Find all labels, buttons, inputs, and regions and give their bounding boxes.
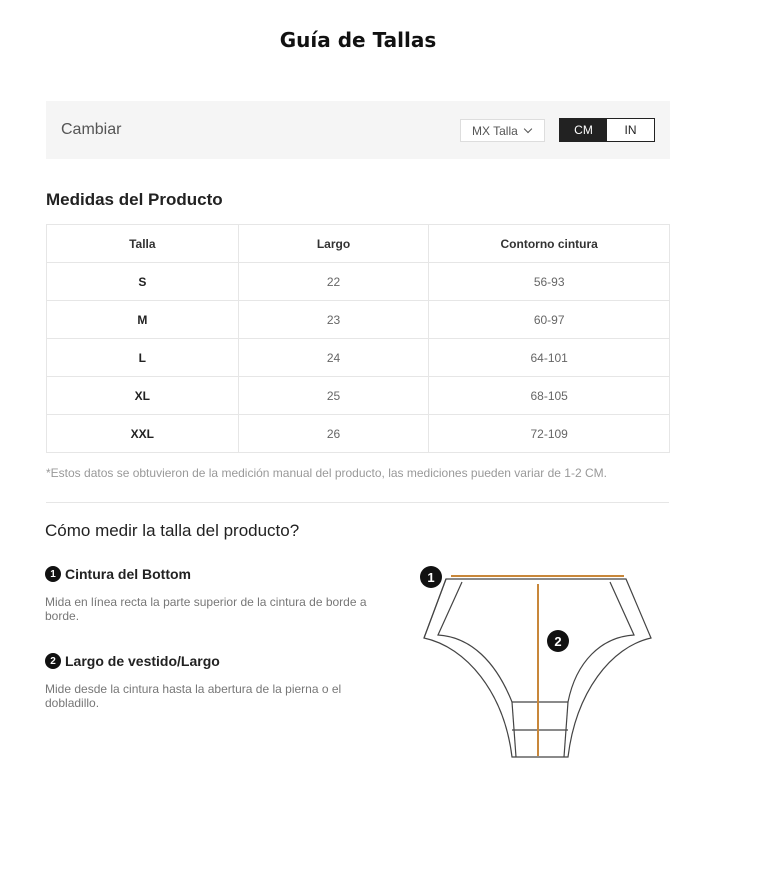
measure-step-waist [45, 566, 385, 623]
step-number-badge: 1 [45, 566, 61, 582]
size-region-value: MX Talla [472, 123, 518, 138]
table-header-row [47, 225, 670, 263]
how-to-measure-title: Cómo medir la talla del producto? [45, 521, 300, 540]
step-description: Mida en línea recta la parte superior de la cintura de borde a borde. [45, 595, 367, 623]
column-header-waist: Contorno cintura [429, 225, 670, 263]
waist-cell: 60-97 [429, 301, 670, 339]
size-cell: XL [47, 377, 239, 415]
step-title: Largo de vestido/Largo [65, 653, 220, 669]
length-cell: 24 [238, 339, 429, 377]
table-row [47, 415, 670, 453]
column-header-size: Talla [47, 225, 239, 263]
unit-cm-button[interactable]: CM [560, 119, 607, 141]
unit-toggle [559, 118, 655, 142]
unit-in-button[interactable]: IN [607, 119, 654, 141]
length-cell: 26 [238, 415, 429, 453]
length-cell: 23 [238, 301, 429, 339]
size-region-select[interactable] [460, 119, 545, 142]
table-row [47, 301, 670, 339]
svg-text:2: 2 [554, 634, 562, 649]
size-table [46, 224, 670, 453]
table-row [47, 263, 670, 301]
step-number-badge: 2 [45, 653, 61, 669]
size-cell: S [47, 263, 239, 301]
waist-cell: 68-105 [429, 377, 670, 415]
table-row [47, 339, 670, 377]
marker-two-icon [547, 630, 569, 652]
size-cell: M [47, 301, 239, 339]
table-row [47, 377, 670, 415]
column-header-length: Largo [238, 225, 429, 263]
unit-switch-bar [46, 101, 670, 159]
measure-step-length [45, 653, 385, 710]
product-measurements-title: Medidas del Producto [46, 190, 223, 209]
length-cell: 25 [238, 377, 429, 415]
waist-cell: 64-101 [429, 339, 670, 377]
page-title: Guía de Tallas [279, 28, 437, 52]
chevron-down-icon [524, 125, 532, 133]
step-description: Mide desde la cintura hasta la abertura de la pierna o el dobladillo. [45, 682, 342, 710]
waist-cell: 72-109 [429, 415, 670, 453]
briefs-measurement-diagram [416, 562, 656, 762]
measurement-note: *Estos datos se obtuvieron de la medición manual del producto, las mediciones pueden variar de 1-2 CM. [46, 466, 607, 480]
divider [46, 502, 669, 503]
switch-label: Cambiar [61, 121, 122, 138]
marker-one-icon [420, 566, 442, 588]
svg-text:1: 1 [427, 570, 435, 585]
size-cell: XXL [47, 415, 239, 453]
size-cell: L [47, 339, 239, 377]
step-title: Cintura del Bottom [65, 566, 191, 582]
length-cell: 22 [238, 263, 429, 301]
waist-cell: 56-93 [429, 263, 670, 301]
